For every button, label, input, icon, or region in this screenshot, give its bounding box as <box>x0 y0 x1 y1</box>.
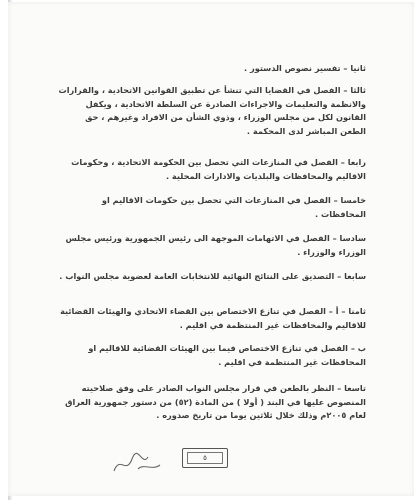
paragraph-4: رابعا – الفصل في المنازعات التي تحصل بين الحكومة الاتحادية ، وحكومات الاقاليم والمحافظات والبلديات والادارات المحلية . <box>71 157 366 181</box>
section-heading: ثانيا – تفسير نصوص الدستور . <box>244 63 366 73</box>
paragraph-8a: ثامنا – أ – الفصل في تنازع الاختصاص بين القضاء الاتحادي والهيئات القضائية للاقاليم والمحافظات غير المنتظمة في اقليم . <box>60 306 366 330</box>
paragraph-5: خامسا – الفصل في المنازعات التي تحصل بين حكومات الاقاليم او المحافظات . <box>101 195 366 219</box>
page-number: ٥ <box>187 452 223 464</box>
paragraph-7: سابعا – التصديق على النتائج النهائية للانتخابات العامة لعضوية مجلس النواب . <box>59 271 366 281</box>
paragraph-9: تاسعا – النظر بالطعن في قرار مجلس النواب الصادر على وفق صلاحيته المنصوص عليها في البند ( أولا ) من المادة (٥٢) من دستور جمهورية العراق لعام ٢٠٠٥م وذلك خلال ثلاثين يوما من تاريخ صدوره . <box>65 383 366 421</box>
paragraph-6: سادسا – الفصل في الاتهامات الموجهة الى رئيس الجمهورية ورئيس مجلس الوزراء والوزراء . <box>65 233 366 257</box>
handwritten-signature <box>108 445 168 479</box>
page-number-frame <box>182 448 228 468</box>
paragraph-3: ثالثا – الفصل في القضايا التي تنشأ عن تطبيق القوانين الاتحادية ، والقرارات والانظمة والتعليمات والاجراءات الصادرة عن السلطة الاتحادية ، ويكفل القانون لكل من مجلس الوزراء ، وذوي الشأن من الافراد وغيرهم ، حق الطعن المباشر لدى المحكمة . <box>58 85 366 136</box>
paragraph-8b: ب – الفصل في تنازع الاختصاص فيما بين الهيئات القضائية للاقاليم او المحافظات غير المنتظمة في اقليم . <box>88 343 366 367</box>
